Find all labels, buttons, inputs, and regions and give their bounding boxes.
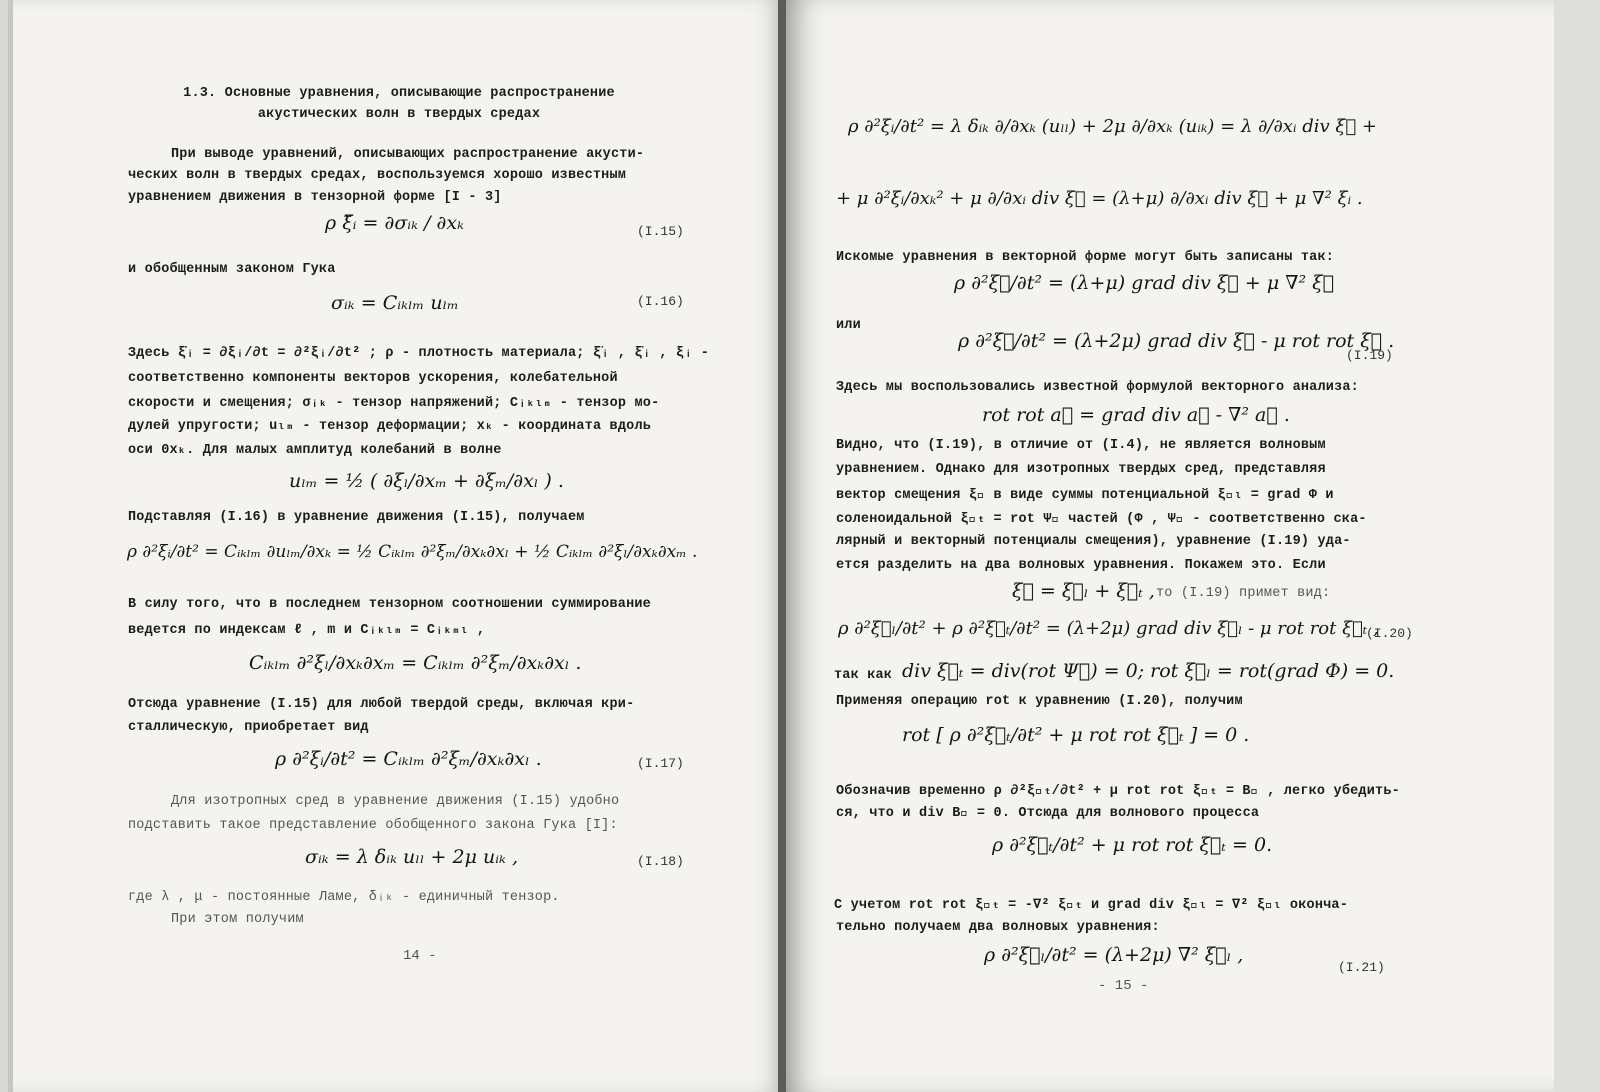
equation-transverse-zero: ρ ∂²ξ⃗ₜ/∂t² + μ rot rot ξ⃗ₜ = 0. xyxy=(992,834,1273,856)
equation-number: (I.17) xyxy=(637,756,684,771)
section-title-cont: акустических волн в твердых средах xyxy=(257,107,541,122)
text-line: оси 0xₖ. Для малых амплитуд колебаний в волне xyxy=(128,443,502,458)
equation-1-20: ρ ∂²ξ⃗ₗ/∂t² + ρ ∂²ξ⃗ₜ/∂t² = (λ+2μ) grad div ξ⃗ₗ - μ rot rot ξ⃗ₜ , xyxy=(838,618,1379,639)
equation-symmetry: Cᵢₖₗₘ ∂²ξₗ/∂xₖ∂xₘ = Cᵢₖₗₘ ∂²ξₘ/∂xₖ∂xₗ . xyxy=(249,652,582,674)
text-line: При этом получим xyxy=(171,912,304,927)
equation-number: (I.19) xyxy=(1346,348,1393,363)
equation-expanded-2: + μ ∂²ξᵢ/∂xₖ² + μ ∂/∂xᵢ div ξ⃗ = (λ+μ) ∂/∂xᵢ div ξ⃗ + μ ∇² ξᵢ . xyxy=(836,188,1363,209)
text-line: Искомые уравнения в векторной форме могут быть записаны так: xyxy=(836,250,1335,265)
equation-number: (I.21) xyxy=(1338,960,1385,975)
equation-1-15: ρ ξ̈ᵢ = ∂σᵢₖ / ∂xₖ xyxy=(325,212,464,234)
equation-vector-form: ρ ∂²ξ⃗/∂t² = (λ+μ) grad div ξ⃗ + μ ∇² ξ⃗ xyxy=(954,272,1334,294)
text-line: уравнением движения в тензорной форме [I - 3] xyxy=(128,190,502,205)
equation-expanded-1: ρ ∂²ξᵢ/∂t² = λ δᵢₖ ∂/∂xₖ (uₗₗ) + 2μ ∂/∂xₖ (uᵢₖ) = λ ∂/∂xᵢ div ξ⃗ + xyxy=(848,116,1377,137)
text-line: ется разделить на два волновых уравнения. Покажем это. Если xyxy=(836,558,1326,573)
text-line: Обозначив временно ρ ∂²ξ⃗ₜ/∂t² + μ rot rot ξ⃗ₜ = B⃗ , легко убедить- xyxy=(836,784,1400,799)
text-line: Здесь мы воспользовались известной формулой векторного анализа: xyxy=(836,380,1359,395)
right-page xyxy=(786,0,1554,1092)
equation-number: (I.16) xyxy=(637,294,684,309)
equation-1-17: ρ ∂²ξᵢ/∂t² = Cᵢₖₗₘ ∂²ξₘ/∂xₖ∂xₗ . xyxy=(275,748,542,770)
text-line: тельно получаем два волновых уравнения: xyxy=(836,920,1160,935)
text-line: Применяя операцию rot к уравнению (I.20), получим xyxy=(836,694,1243,709)
text-line: уравнением. Однако для изотропных твердых сред, представляя xyxy=(836,462,1326,477)
text-line: ся, что и div B⃗ = 0. Отсюда для волнового процесса xyxy=(836,806,1260,821)
equation-decomposition: ξ⃗ = ξ⃗ₗ + ξ⃗ₜ , xyxy=(1012,580,1155,602)
left-page xyxy=(8,0,785,1092)
scan-background xyxy=(1554,0,1600,1092)
equation-substitution: ρ ∂²ξᵢ/∂t² = Cᵢₖₗₘ ∂uₗₘ/∂xₖ = ½ Cᵢₖₗₘ ∂²ξₘ/∂xₖ∂xₗ + ½ Cᵢₖₗₘ ∂²ξₗ/∂xₖ∂xₘ . xyxy=(127,542,698,562)
text-line: С учетом rot rot ξ⃗ₜ = -∇² ξ⃗ₜ и grad div ξ⃗ₗ = ∇² ξ⃗ₗ оконча- xyxy=(834,898,1349,913)
text-line: ведется по индексам ℓ , m и Cᵢₖₗₘ = Cᵢₖₘₗ , xyxy=(128,623,486,638)
text-line: то (I.19) примет вид: xyxy=(1156,586,1331,601)
text-line: и обобщенным законом Гука xyxy=(128,262,336,277)
equation-zero-div-rot: div ξ⃗ₜ = div(rot Ψ⃗) = 0; rot ξ⃗ₗ = rot(grad Φ) = 0. xyxy=(902,660,1395,682)
equation-1-18: σᵢₖ = λ δᵢₖ uₗₗ + 2μ uᵢₖ , xyxy=(305,846,519,868)
text-line: лярный и векторный потенциалы смещения), уравнение (I.19) уда- xyxy=(836,534,1351,549)
equation-1-21: ρ ∂²ξ⃗ₗ/∂t² = (λ+2μ) ∇² ξ⃗ₗ , xyxy=(984,944,1244,966)
section-title: 1.3. Основные уравнения, описывающие распространение xyxy=(183,86,615,101)
text-line: сталлическую, приобретает вид xyxy=(128,720,369,735)
equation-number: (I.20) xyxy=(1366,626,1413,641)
text-line: Отсюда уравнение (I.15) для любой твердой среды, включая кри- xyxy=(128,697,635,712)
text-line: дулей упругости; uₗₘ - тензор деформации; xₖ - координата вдоль xyxy=(128,419,652,434)
text-line: где λ , μ - постоянные Ламе, δᵢₖ - единичный тензор. xyxy=(128,890,560,905)
equation-number: (I.18) xyxy=(637,854,684,869)
text-line: подставить такое представление обобщенного закона Гука [I]: xyxy=(128,818,618,833)
page-number: - 15 - xyxy=(1098,978,1149,994)
equation-1-19: ρ ∂²ξ⃗/∂t² = (λ+2μ) grad div ξ⃗ - μ rot rot ξ⃗ . xyxy=(958,330,1395,352)
text-line: В силу того, что в последнем тензорном соотношении суммирование xyxy=(128,597,651,612)
text-line: ческих волн в твердых средах, воспользуемся хорошо известным xyxy=(128,168,627,183)
text-line: Здесь ξ̇ᵢ = ∂ξᵢ/∂t = ∂²ξᵢ/∂t² ; ρ - плотность материала; ξ̈ᵢ , ξ̇ᵢ , ξᵢ - xyxy=(128,346,710,361)
text-line: или xyxy=(836,318,861,333)
equation-vector-identity: rot rot a⃗ = grad div a⃗ - ∇² a⃗ . xyxy=(982,404,1290,426)
equation-strain: uₗₘ = ½ ( ∂ξₗ/∂xₘ + ∂ξₘ/∂xₗ ) . xyxy=(289,470,564,492)
text-line: вектор смещения ξ⃗ в виде суммы потенциальной ξ⃗ₗ = grad Φ и xyxy=(836,488,1334,503)
text-line: Для изотропных сред в уравнение движения (I.15) удобно xyxy=(171,794,620,809)
text-line: Подставляя (I.16) в уравнение движения (I.15), получаем xyxy=(128,510,585,525)
equation-number: (I.15) xyxy=(637,224,684,239)
text-line: Видно, что (I.19), в отличие от (I.4), не является волновым xyxy=(836,438,1326,453)
text-line: соответственно компоненты векторов ускорения, колебательной xyxy=(128,371,618,386)
equation-1-16: σᵢₖ = Cᵢₖₗₘ uₗₘ xyxy=(331,292,459,314)
text-line: так как xyxy=(834,668,893,683)
text-line: соленоидальной ξ⃗ₜ = rot Ψ⃗ частей (Φ , Ψ⃗ - соответственно ска- xyxy=(836,512,1367,527)
page-number: 14 - xyxy=(403,948,437,964)
text-line: скорости и смещения; σᵢₖ - тензор напряжений; Cᵢₖₗₘ - тензор мо- xyxy=(128,396,660,411)
equation-rot: rot [ ρ ∂²ξ⃗ₜ/∂t² + μ rot rot ξ⃗ₜ ] = 0 . xyxy=(902,724,1250,746)
text-line: При выводе уравнений, описывающих распространение акусти- xyxy=(171,147,645,162)
